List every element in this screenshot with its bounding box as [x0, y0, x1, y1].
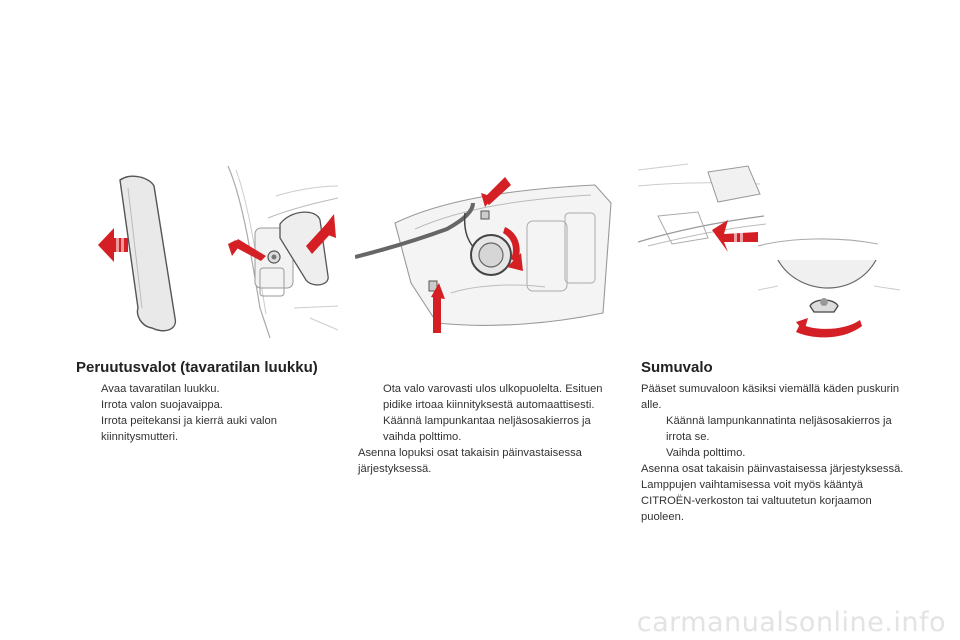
- step-list: [641, 413, 909, 461]
- step-list: [358, 381, 620, 445]
- lamp-replacement-instructions: [358, 381, 620, 477]
- step-item: Ota valo varovasti ulos ulkopuolelta. Esituen pidike irtoaa kiinnityksestä automaattisesti.: [383, 383, 603, 411]
- step-item: Vaihda polttimo.: [666, 447, 746, 459]
- fog-light-instructions: [641, 381, 909, 525]
- step-item: Irrota valon suojavaippa.: [101, 399, 223, 411]
- intro-paragraph: Pääset sumuvaloon käsiksi viemällä käden puskurin alle.: [641, 383, 900, 411]
- step-item: Irrota peitekansi ja kierrä auki valon kiinnitysmutteri.: [101, 415, 277, 443]
- illustration-reversing-light-cover: [80, 158, 338, 342]
- illustration-fog-light: [638, 160, 906, 342]
- watermark: carmanualsonline.info: [636, 607, 946, 638]
- section-title-reversing-lights: Peruutusvalot (tavaratilan luukku): [76, 359, 318, 376]
- push-arrow-icon-2: [638, 160, 906, 342]
- push-arrow-icon: [80, 158, 338, 342]
- illustration-lamp-removal: [355, 163, 617, 341]
- step-item: Avaa tavaratilan luukku.: [101, 383, 220, 395]
- workshop-note: Lamppujen vaihtamisessa voit myös kääntyä CITROËN-verkoston tai valtuutetun korjaamon puoleen.: [641, 479, 872, 523]
- section-title-fog-light: Sumuvalo: [641, 359, 713, 376]
- step-item: Käännä lampunkantaa neljäsosakierros ja vaihda polttimo.: [383, 415, 591, 443]
- rotate-arrow-icon: [355, 163, 617, 341]
- closing-paragraph: Asenna osat takaisin päinvastaisessa järjestyksessä.: [641, 463, 904, 475]
- step-item: Käännä lampunkannatinta neljäsosakierros ja irrota se.: [666, 415, 892, 443]
- reversing-lights-instructions: [76, 381, 338, 445]
- closing-paragraph: Asenna lopuksi osat takaisin päinvastaisessa järjestyksessä.: [358, 447, 582, 475]
- step-list: [76, 381, 338, 445]
